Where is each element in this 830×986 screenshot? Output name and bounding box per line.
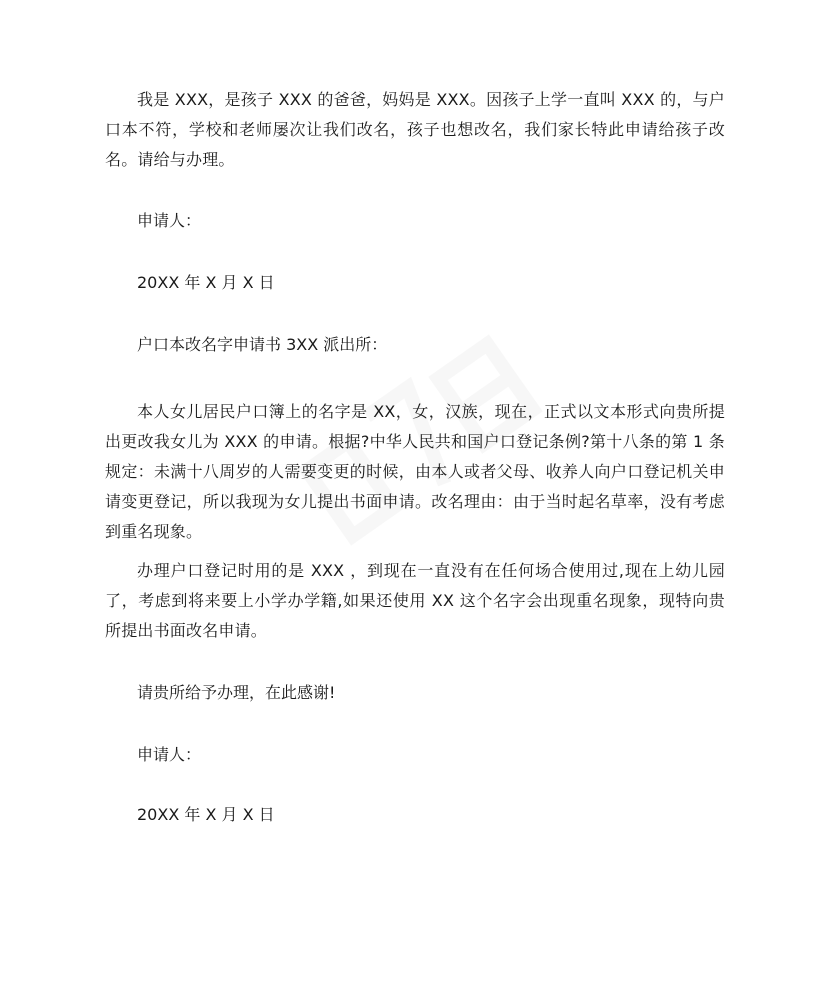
date-line: 20XX 年 X 月 X 日 [137, 805, 275, 824]
date-line: 20XX 年 X 月 X 日 [137, 273, 275, 292]
paragraph-application: 本人女儿居民户口簿上的名字是 XX，女，汉族，现在，正式以文本形式向贵所提出更改我女儿为 XXX 的申请。根据?中华人民共和国户口登记条例?第十八条的第 1 条规定：未满十八周岁的人需要变更的时候，由本人或者父母、收养人向户口登记机关申请变更登记，所以我现为女儿提出书面申请。改名理由：由于当时起名草率，没有考虑到重名现象。 [105, 402, 725, 541]
closing-line: 请贵所给予办理，在此感谢! [137, 683, 336, 702]
applicant-label: 申请人： [137, 745, 202, 764]
applicant-label: 申请人： [137, 211, 202, 230]
paragraph-reason: 办理户口登记时用的是 XXX ，到现在一直没有在任何场合使用过,现在上幼儿园了，考虑到将来要上小学办学籍,如果还使用 XX 这个名字会出现重名现象，现特向贵所提出书面改名申请。 [105, 561, 725, 640]
application-heading: 户口本改名字申请书 3XX 派出所： [137, 335, 388, 354]
paragraph-intro: 我是 XXX，是孩子 XXX 的爸爸，妈妈是 XXX。因孩子上学一直叫 XXX 的，与户口本不符，学校和老师屡次让我们改名，孩子也想改名，我们家长特此申请给孩子改名。请给与办理。 [105, 90, 725, 169]
